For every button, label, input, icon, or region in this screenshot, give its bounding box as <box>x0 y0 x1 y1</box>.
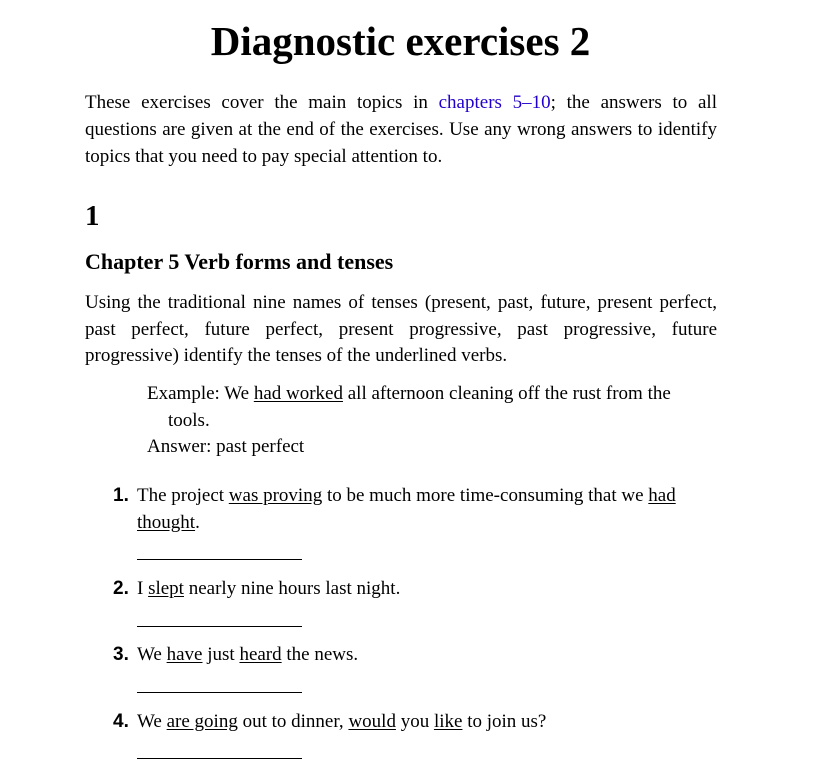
instructions-paragraph: Using the traditional nine names of tenses (present, past, future, present perfect, past perfect, future perfect, present progressive, past progressive, future progressive) identify the tenses of the underlined verbs. <box>85 292 717 366</box>
page-title: Diagnostic exercises 2 <box>210 18 591 64</box>
section-number: 1 <box>85 200 100 232</box>
question-2 <box>113 575 707 602</box>
example-block <box>147 381 707 461</box>
intro-paragraph <box>85 89 717 170</box>
chapter-heading: Chapter 5 Verb forms and tenses <box>85 249 394 274</box>
question-text: I <box>137 578 149 599</box>
intro-text-after: ; the answers to all questions are given at the end of the exercises. Use any wrong answers to identify topics that you need to pay special attention to. <box>85 92 717 167</box>
underlined-verb: would <box>348 711 396 732</box>
question-3 <box>113 641 707 668</box>
underlined-verb: are going <box>166 711 238 732</box>
question-1 <box>113 482 707 536</box>
question-number: 1. <box>113 485 129 506</box>
underlined-verb: like <box>433 711 463 732</box>
question-text: We <box>137 711 167 732</box>
underlined-verb: was proving <box>228 485 323 506</box>
question-number: 4. <box>113 711 129 732</box>
answer-blank-4[interactable] <box>137 758 302 759</box>
question-4 <box>113 708 707 735</box>
example-answer: Answer: past perfect <box>147 436 305 457</box>
question-text: to join us? <box>462 711 547 732</box>
example-underlined-verb: had worked <box>253 383 343 404</box>
answer-blank-3[interactable] <box>137 692 302 693</box>
question-text: nearly nine hours last night. <box>183 578 401 599</box>
question-text: the news. <box>281 644 359 665</box>
example-lead: Example: We <box>147 383 254 404</box>
question-text: out to dinner, <box>237 711 349 732</box>
underlined-verb: heard <box>239 644 282 665</box>
question-text: . <box>195 512 200 533</box>
question-text: you <box>395 711 434 732</box>
question-number: 3. <box>113 644 129 665</box>
question-text: The project <box>137 485 229 506</box>
question-number: 2. <box>113 578 129 599</box>
underlined-verb: slept <box>148 578 184 599</box>
answer-blank-1[interactable] <box>137 559 302 560</box>
example-sentence <box>147 381 707 434</box>
example-rest: all afternoon cleaning off the rust from the tools. <box>168 383 671 431</box>
answer-blank-2[interactable] <box>137 626 302 627</box>
question-text: just <box>202 644 240 665</box>
question-text: We <box>137 644 167 665</box>
question-text: to be much more time-consuming that we <box>322 485 649 506</box>
intro-text-before: These exercises cover the main topics in <box>85 92 439 113</box>
chapters-link[interactable]: chapters 5–10 <box>438 92 551 113</box>
underlined-verb: had thought <box>137 485 676 533</box>
underlined-verb: have <box>166 644 203 665</box>
